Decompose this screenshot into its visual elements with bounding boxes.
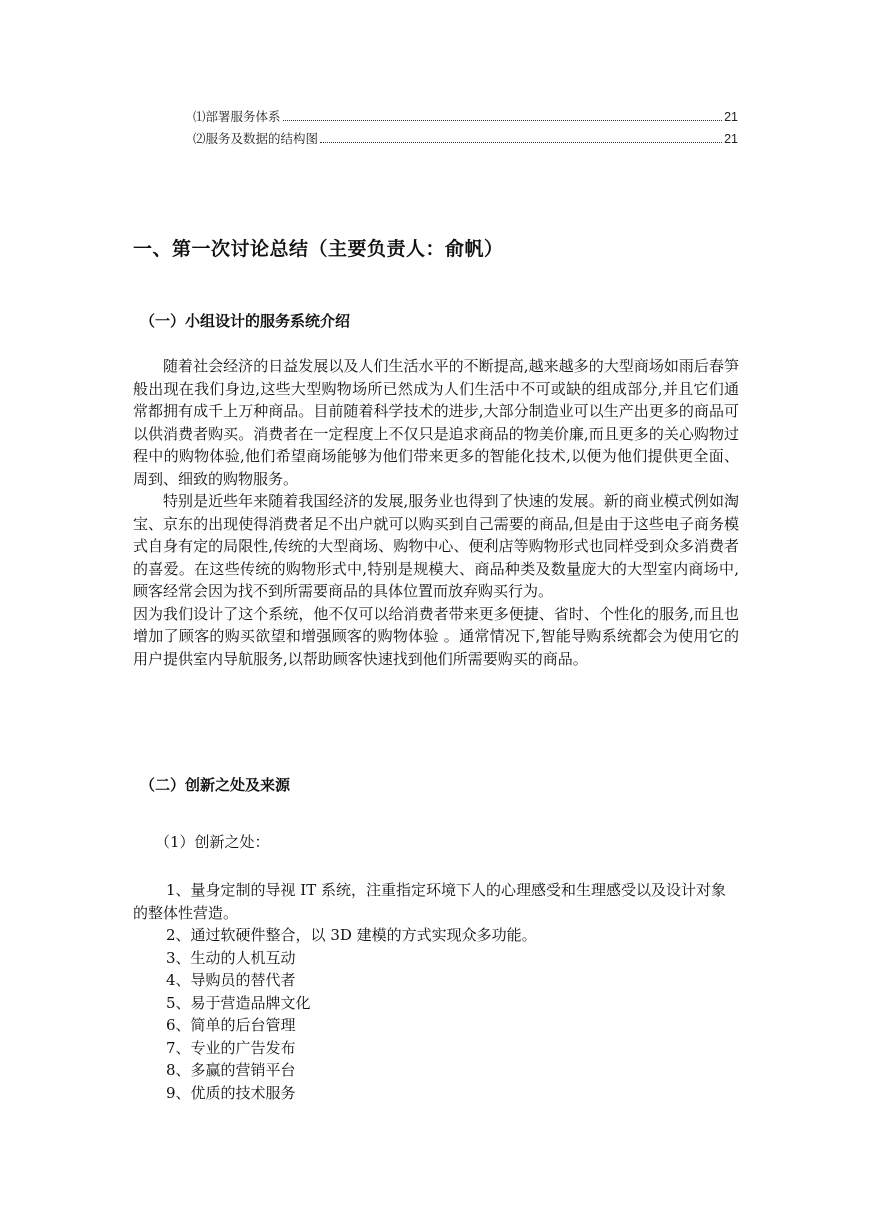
list-item: 7、专业的广告发布 — [166, 1038, 296, 1057]
table-of-contents — [193, 107, 738, 151]
chapter-heading: 一、第一次讨论总结（主要负责人：俞帆） — [133, 238, 504, 260]
subsection-title: （1）创新之处： — [155, 833, 270, 851]
list-item: 6、简单的后台管理 — [166, 1016, 296, 1034]
list-item: 5、易于营造品牌文化 — [166, 993, 311, 1012]
section-heading-innovation: （二）创新之处及来源 — [140, 776, 291, 794]
toc-page-number: 21 — [724, 110, 738, 124]
section-body-system-intro — [133, 355, 739, 670]
paragraph: 因为我们设计了这个系统，他不仅可以给消费者带来更多便捷、省时、个性化的服务,而且也增加了顾客的购买欲望和增强顾客的购物体验 。通常情况下,智能导购系统都会为使用它的用户提供室内导航服务,以帮助顾客快速找到他们所需要购买的商品。 — [133, 604, 739, 668]
list-item: 2、通过软硬件整合，以 3D 建模的方式实现众多功能。 — [166, 926, 537, 944]
innovation-list — [133, 879, 739, 1104]
paragraph: 特别是近些年来随着我国经济的发展,服务业也得到了快速的发展。新的商业模式例如淘宝、京东的出现使得消费者足不出户就可以购买到自己需要的商品,但是由于这些电子商务模式自身有定的局限性,传统的大型商场、购物中心、便利店等购物形式也同样受到众多消费者的喜爱。在这些传统的购物形式中,特别是规模大、商品种类及数量庞大的大型室内商场中,顾客经常会因为找不到所需要商品的具体位置而放弃购买行为。 — [133, 492, 739, 600]
section-heading-system-intro: （一）小组设计的服务系统介绍 — [140, 312, 351, 330]
toc-entry-text: ⑵服务及数据的结构图 — [193, 132, 319, 146]
toc-entry-text: ⑴部署服务体系 — [193, 110, 281, 124]
paragraph: 随着社会经济的日益发展以及人们生活水平的不断提高,越来越多的大型商场如雨后春笋般出现在我们身边,这些大型购物场所已然成为人们生活中不可或缺的组成部分,并且它们通常都拥有成千上万种商品。目前随着科学技术的进步,大部分制造业可以生产出更多的商品可以供消费者购买。消费者在一定程度上不仅只是追求商品的物美价廉,而且更多的关心购物过程中的购物体验,他们希望商场能够为他们带来更多的智能化技术,以便为他们提供更全面、周到、细致的购物服务。 — [133, 357, 739, 488]
list-item: 1、量身定制的导视 IT 系统，注重指定环境下人的心理感受和生理感受以及设计对象的整体性营造。 — [133, 881, 727, 922]
toc-entry[interactable] — [193, 129, 738, 151]
list-item: 8、多赢的营销平台 — [166, 1061, 296, 1079]
toc-page-number: 21 — [724, 132, 738, 146]
toc-entry[interactable] — [193, 107, 738, 129]
list-item: 3、生动的人机互动 — [166, 948, 296, 967]
list-item: 9、优质的技术服务 — [166, 1083, 296, 1102]
list-item: 4、导购员的替代者 — [166, 971, 296, 989]
toc-leader-dots — [283, 120, 723, 121]
toc-leader-dots — [320, 142, 722, 143]
